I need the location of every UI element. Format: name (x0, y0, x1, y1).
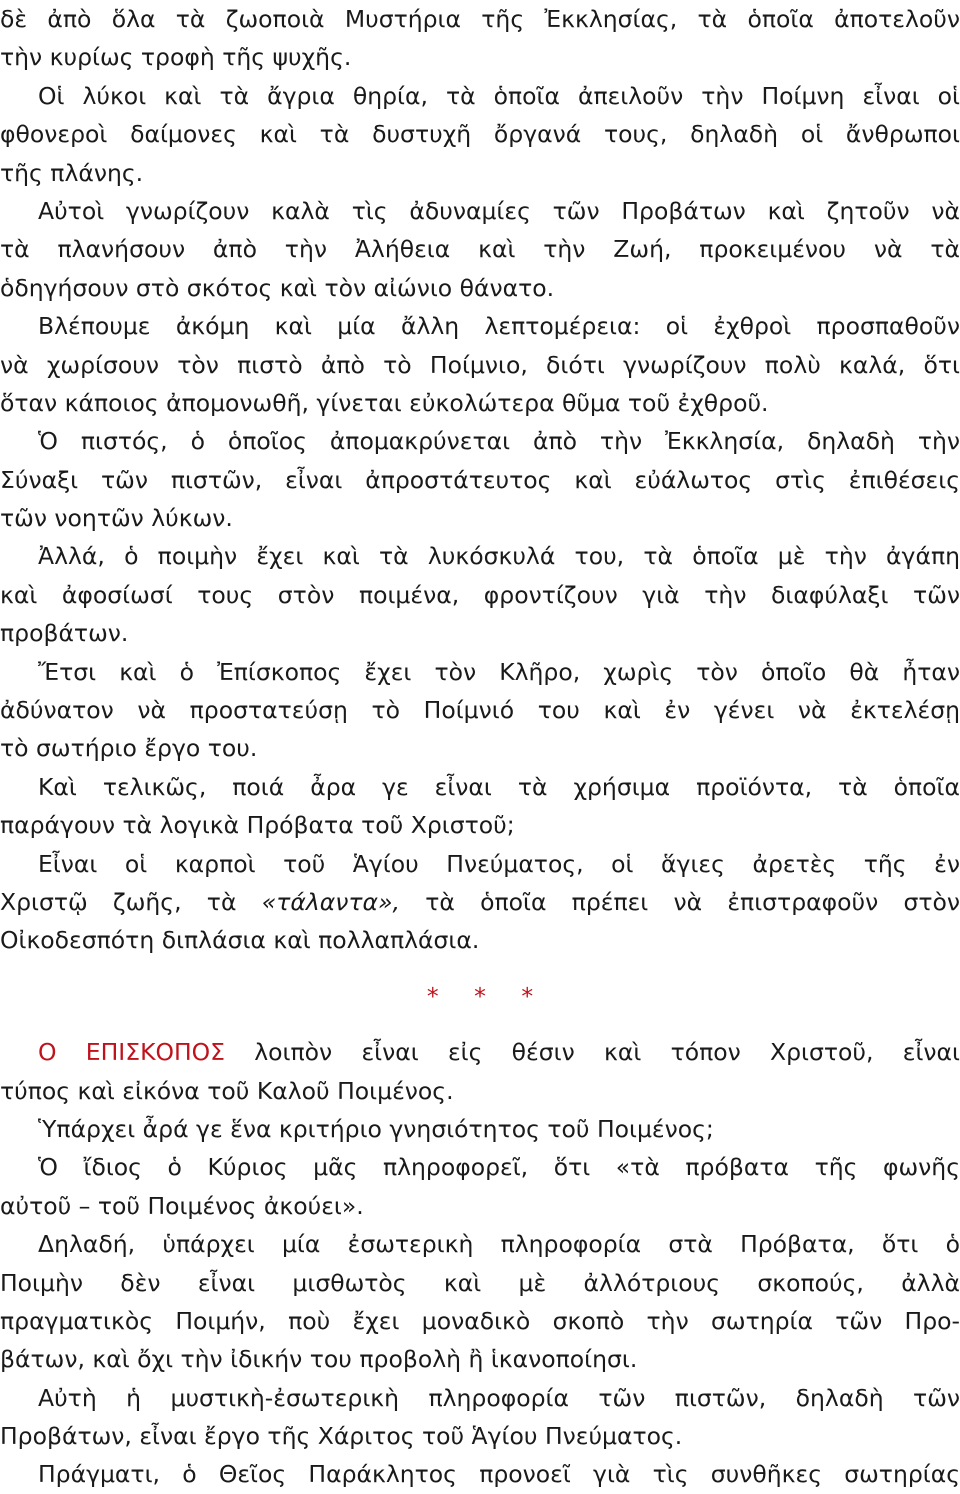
paragraph-start-line: Εἶναι οἱ καρποὶ τοῦ Ἁγίου Πνεύματος, οἱ ἅγιες ἀρετὲς τῆς ἐν (38, 849, 960, 878)
text-line: τῆς πλάνης. (0, 158, 144, 187)
text-line: ὁδηγήσουν στὸ σκότος καὶ τὸν αἰώνιο θάνατο. (0, 273, 555, 302)
paragraph-start-line: Αὐτοὶ γνωρίζουν καλὰ τὶς ἀδυναμίες τῶν Προβάτων καὶ ζητοῦν νὰ (38, 196, 960, 225)
text-line: καὶ ἀφοσίωσί τους στὸν ποιμένα, φροντίζουν γιὰ τὴν διαφύλαξι τῶν (0, 580, 960, 609)
text-line: τύπος καὶ εἰκόνα τοῦ Καλοῦ Ποιμένος. (0, 1076, 454, 1105)
text-line: δὲ ἀπὸ ὅλα τὰ ζωοποιὰ Μυστήρια τῆς Ἐκκλησίας, τὰ ὁποῖα ἀποτελοῦν (0, 5, 960, 33)
section-first-line (0, 1033, 960, 1071)
text-line: παράγουν τὰ λογικὰ Πρόβατα τοῦ Χριστοῦ; (0, 811, 515, 840)
text-line: προβάτων. (0, 619, 129, 648)
paragraph-start-line: Ὁ πιστός, ὁ ὁποῖος ἀπομακρύνεται ἀπὸ τὴν Ἐκκλησία, δηλαδὴ τὴν (38, 427, 960, 456)
text-line: αὐτοῦ – τοῦ Ποιμένος ἀκούει». (0, 1191, 364, 1220)
paragraph-start-line: Ὑπάρχει ἆρά γε ἕνα κριτήριο γνησιότητος τοῦ Ποιμένος; (38, 1114, 714, 1143)
text-line: νὰ χωρίσουν τὸν πιστὸ ἀπὸ τὸ Ποίμνιο, διότι γνωρίζουν πολὺ καλά, ὅτι (0, 350, 960, 379)
paragraph-start-line: Ἔτσι καὶ ὁ Ἐπίσκοπος ἔχει τὸν Κλῆρο, χωρὶς τὸν ὁποῖο θὰ ἦταν (38, 657, 960, 686)
text-line: τὴν κυρίως τροφὴ τῆς ψυχῆς. (0, 43, 352, 72)
paragraph-start-line: Πράγματι, ὁ Θεῖος Παράκλητος προνοεῖ γιὰ τὶς συνθῆκες σωτηρίας (38, 1460, 960, 1489)
paragraph-start-line: Αὐτὴ ἡ μυστικὴ-ἐσωτερικὴ πληροφορία τῶν πιστῶν, δηλαδὴ τῶν (38, 1383, 960, 1412)
text-line: Προβάτων, εἶναι ἔργο τῆς Χάριτος τοῦ Ἁγίου Πνεύματος. (0, 1422, 683, 1451)
text-span: τὰ ὁποῖα πρέπει νὰ ἐπιστραφοῦν στὸν (399, 887, 960, 916)
paragraph-start-line: Ὁ ἴδιος ὁ Κύριος μᾶς πληροφορεῖ, ὅτι «τὰ πρόβατα τῆς φωνῆς (38, 1153, 960, 1182)
text-line-with-italic (0, 883, 960, 921)
paragraph-start-line: Δηλαδή, ὑπάρχει μία ἐσωτερικὴ πληροφορία στὰ Πρόβατα, ὅτι ὁ (38, 1230, 960, 1259)
text-line: φθονεροὶ δαίμονες καὶ τὰ δυστυχῆ ὄργανά τους, δηλαδὴ οἱ ἄνθρωποι (0, 120, 960, 149)
paragraph-start-line: Καὶ τελικῶς, ποιά ἆρα γε εἶναι τὰ χρήσιμα προϊόντα, τὰ ὁποῖα (38, 772, 960, 801)
section-separator: * * * (426, 981, 548, 1010)
paragraph-start-line: Βλέπουμε ἀκόμη καὶ μία ἄλλη λεπτομέρεια: οἱ ἐχθροὶ προσπαθοῦν (38, 312, 960, 341)
separator-spacing (0, 1015, 960, 1033)
text-line: βάτων, καὶ ὄχι τὴν ἰδικήν του προβολὴ ἢ ἱκανοποίησι. (0, 1345, 638, 1374)
paragraph-start-line: Οἱ λύκοι καὶ τὰ ἄγρια θηρία, τὰ ὁποῖα ἀπειλοῦν τὴν Ποίμνη εἶναι οἱ (38, 81, 960, 110)
text-line: τὰ πλανήσουν ἀπὸ τὴν Ἀλήθεια καὶ τὴν Ζωή, προκειμένου νὰ τὰ (0, 235, 960, 264)
text-line: τὸ σωτήριο ἔργο του. (0, 734, 258, 763)
text-line: Σύναξι τῶν πιστῶν, εἶναι ἀπροστάτευτος καὶ εὐάλωτος στὶς ἐπιθέσεις (0, 465, 960, 494)
text-line: πραγματικὸς Ποιμήν, ποὺ ἔχει μοναδικὸ σκοπὸ τὴν σωτηρία τῶν Προ- (0, 1306, 960, 1335)
italic-quote: «τάλαντα», (261, 887, 400, 916)
text-line: τῶν νοητῶν λύκων. (0, 504, 233, 533)
section-heading: Ο ΕΠΙΣΚΟΠΟΣ (38, 1038, 225, 1067)
text-line: ἀδύνατον νὰ προστατεύσῃ τὸ Ποίμνιό του καὶ ἐν γένει νὰ ἐκτελέσῃ (0, 696, 960, 725)
text-line: Οἰκοδεσπότη διπλάσια καὶ πολλαπλάσια. (0, 926, 480, 955)
text-span: λοιπὸν εἶναι εἰς θέσιν καὶ τόπον Χριστοῦ, εἶναι (225, 1038, 960, 1067)
paragraph-start-line: Ἀλλά, ὁ ποιμὴν ἔχει καὶ τὰ λυκόσκυλά του, τὰ ὁποῖα μὲ τὴν ἀγάπη (38, 542, 960, 571)
text-line: ὅταν κάποιος ἀπομονωθῆ, γίνεται εὐκολώτερα θῦμα τοῦ ἐχθροῦ. (0, 388, 769, 417)
text-span: Χριστῷ ζωῆς, τὰ (0, 887, 262, 916)
text-line: Ποιμὴν δὲν εἶναι μισθωτὸς καὶ μὲ ἀλλότριους σκοπούς, ἀλλὰ (0, 1268, 960, 1297)
